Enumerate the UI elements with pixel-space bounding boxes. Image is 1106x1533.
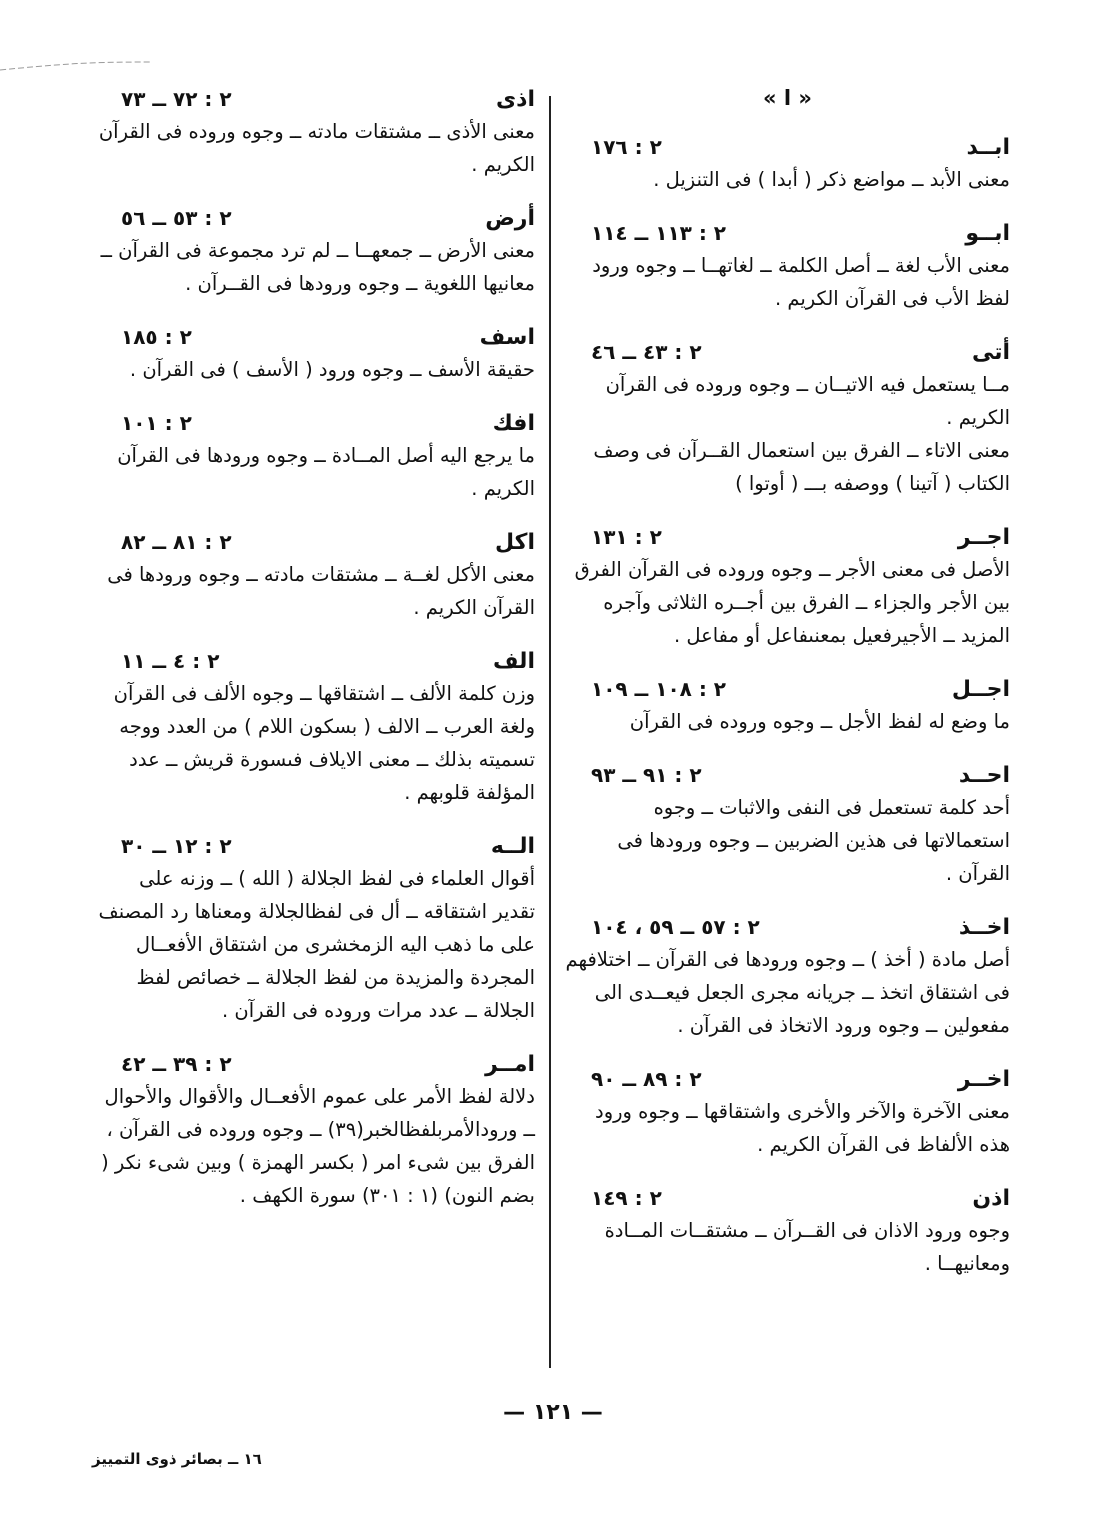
entry-header	[565, 132, 1010, 163]
index-entry	[95, 408, 535, 505]
entry-term: اخــر	[957, 1067, 1010, 1092]
index-entry	[565, 760, 1010, 890]
entry-text: أقوال العلماء فى لفظ الجلالة ( الله ) ــ وزنه على تقدير اشتقاقه ــ أل فى لفظالجلالة ومعناها رد المصنف على ما ذهب اليه الزمخشرى من اشتقاق الأفعــال المجردة والمزيدة من لفظ الجلالة ــ خصائص لفظ الجلالة ــ عدد مرات وروده فى القرآن .	[98, 867, 535, 1022]
entry-reference: ٢ : ١٠٨ ــ ١٠٩	[591, 677, 727, 701]
entry-text: معنى الأب لغة ــ أصل الكلمة ــ لغاتهــا ــ وجوه ورود لفظ الأب فى القرآن الكريم .	[592, 254, 1010, 310]
entry-text: معنى الأكل لغــة ــ مشتقات مادته ــ وجوه ورودها فى القرآن الكريم .	[107, 563, 535, 619]
index-entry	[565, 522, 1010, 652]
entry-description	[565, 705, 1010, 738]
entry-text: معنى الأذى ــ مشتقات مادته ــ وجوه وروده فى القرآن الكريم .	[98, 120, 535, 176]
entry-term: ابــد	[966, 135, 1010, 160]
entry-description	[95, 1080, 535, 1212]
entry-header	[565, 522, 1010, 553]
entry-term: اخــذ	[958, 915, 1010, 940]
entry-text: وزن كلمة الألف ــ اشتقاقها ــ وجوه الألف فى القرآن ولغة العرب ــ الالف ( بسكون اللام ) من العدد ووجه تسميته بذلك ــ معنى الايلاف فىسورة قريش ــ عدد المؤلفة قلوبهم .	[113, 682, 535, 804]
entry-text: الأصل فى معنى الأجر ــ وجوه وروده فى القرآن الفرق بين الأجر والجزاء ــ الفرق بين أجــره الثلاثى وآجره المزيد ــ الأجيرفعيل بمعنىفاعل أو مفاعل .	[574, 558, 1010, 647]
entry-header	[95, 831, 535, 862]
entry-text: أحد كلمة تستعمل فى النفى والاثبات ــ وجوه استعمالاتها فى هذين الضربين ــ وجوه ورودها فى القرآن .	[617, 796, 1010, 885]
entry-reference: ٢ : ١٧٦	[591, 135, 662, 159]
page-number: — ١٢١ —	[503, 1400, 603, 1425]
entry-reference: ٢ : ١١٣ ــ ١١٤	[591, 221, 727, 245]
entry-term: اجــر	[957, 525, 1010, 550]
index-entry	[95, 831, 535, 1027]
entry-text: ما وضع له لفظ الأجل ــ وجوه وروده فى القرآن	[629, 710, 1010, 733]
entry-description	[565, 943, 1010, 1042]
scan-artifact	[0, 58, 150, 74]
entry-text: معنى الأبد ــ مواضع ذكر ( أبدا ) فى التنزيل .	[653, 168, 1010, 191]
entry-description	[565, 791, 1010, 890]
entry-header	[95, 203, 535, 234]
left-entries	[95, 84, 535, 1212]
entry-reference: ٢ : ٤ ــ ١١	[121, 649, 220, 673]
entry-description	[95, 558, 535, 624]
entry-term: اجــل	[951, 677, 1010, 702]
entry-term: احــد	[958, 763, 1010, 788]
entry-description	[565, 1214, 1010, 1280]
entry-description	[95, 439, 535, 505]
entry-header	[565, 912, 1010, 943]
index-entry	[565, 218, 1010, 315]
entry-description	[565, 368, 1010, 500]
entry-text: وجوه ورود الاذان فى القــرآن ــ مشتقــات المــادة ومعانيهــا .	[604, 1219, 1010, 1275]
index-entry	[565, 1064, 1010, 1161]
entry-reference: ٢ : ٤٣ ــ ٤٦	[591, 340, 702, 364]
entry-header	[95, 84, 535, 115]
entry-text: معنى الأرض ــ جمعهــا ــ لم ترد مجموعة فى القرآن ــ معانيها اللغوية ــ وجوه ورودها فى القــرآن .	[100, 239, 535, 295]
entry-text: دلالة لفظ الأمر على عموم الأفعــال والأقوال والأحوال ــ ورودالأمربلفظالخبر(٣٩) ــ وجوه وروده فى القرآن ، الفرق بين شىء امر ( بكسر الهمزة ) وبين شىء نكر ( بضم النون) (١ : ٣٠١) سورة الكهف .	[101, 1085, 535, 1207]
entry-reference: ٢ : ٥٣ ــ ٥٦	[121, 206, 232, 230]
entry-reference: ٢ : ٨١ ــ ٨٢	[121, 530, 232, 554]
entry-term: أتى	[971, 340, 1010, 365]
entry-text: معنى الآخرة والآخر والأخرى واشتقاقها ــ وجوه ورود هذه الألفاظ فى القرآن الكريم .	[595, 1100, 1010, 1156]
entry-term: اكل	[495, 530, 535, 555]
entry-text: مــا يستعمل فيه الاتيــان ــ وجوه وروده فى القرآن الكريم .	[605, 373, 1010, 429]
entry-reference: ٢ : ١٣١	[591, 525, 662, 549]
entry-reference: ٢ : ١٨٥	[121, 325, 192, 349]
entry-header	[565, 337, 1010, 368]
entry-reference: ٢ : ٨٩ ــ ٩٠	[591, 1067, 702, 1091]
entry-description	[95, 234, 535, 300]
entry-description	[565, 1095, 1010, 1161]
entry-header	[565, 760, 1010, 791]
entry-term: اذى	[496, 87, 535, 112]
index-entry	[565, 912, 1010, 1042]
entry-header	[95, 646, 535, 677]
entry-reference: ٢ : ٧٢ ــ ٧٣	[121, 87, 232, 111]
entry-header	[95, 1049, 535, 1080]
entry-term: اسف	[479, 325, 535, 350]
entry-reference: ٢ : ٥٧ ــ ٥٩ ، ١٠٤	[591, 915, 760, 939]
index-entry	[565, 1183, 1010, 1280]
entry-description	[565, 553, 1010, 652]
right-entries	[565, 132, 1010, 1280]
entry-term: أرض	[485, 206, 535, 231]
entry-term: ابــو	[965, 221, 1010, 246]
entry-reference: ٢ : ١٢ ــ ٣٠	[121, 834, 232, 858]
entry-header	[565, 1183, 1010, 1214]
entry-description	[565, 163, 1010, 196]
entry-term: امــر	[485, 1052, 535, 1077]
entry-text: ما يرجع اليه أصل المــادة ــ وجوه ورودها فى القرآن الكريم .	[117, 444, 535, 500]
index-entry	[95, 1049, 535, 1212]
index-entry	[95, 203, 535, 300]
entry-description	[95, 353, 535, 386]
entry-reference: ٢ : ١٠١	[121, 411, 192, 435]
entry-term: اذن	[972, 1186, 1010, 1211]
entry-header	[95, 408, 535, 439]
entry-description	[95, 862, 535, 1027]
entry-reference: ٢ : ٣٩ ــ ٤٢	[121, 1052, 232, 1076]
entry-header	[565, 218, 1010, 249]
entry-term: الــه	[490, 834, 535, 859]
right-column	[565, 84, 1010, 1302]
index-entry	[95, 84, 535, 181]
entry-header	[565, 1064, 1010, 1095]
index-entry	[95, 322, 535, 386]
entry-term: الف	[492, 649, 535, 674]
entry-term: افك	[492, 411, 535, 436]
entry-description	[95, 115, 535, 181]
index-entry	[565, 132, 1010, 196]
entry-description	[95, 677, 535, 809]
entry-reference: ٢ : ١٤٩	[591, 1186, 662, 1210]
footer-note: ١٦ ــ بصائر ذوى التمييز	[92, 1450, 262, 1468]
entry-text: معنى الاتاء ــ الفرق بين استعمال القــرآن فى وصف الكتاب ( آتينا ) ووصفه بـــ ( أوتوا )	[593, 439, 1010, 495]
entry-text: حقيقة الأسف ــ وجوه ورود ( الأسف ) فى القرآن .	[129, 358, 535, 381]
entry-header	[95, 322, 535, 353]
column-divider	[549, 96, 551, 1368]
index-entry	[95, 527, 535, 624]
entry-header	[95, 527, 535, 558]
left-column	[95, 84, 535, 1234]
entry-description	[565, 249, 1010, 315]
index-entry	[565, 674, 1010, 738]
entry-text: أصل مادة ( أخذ ) ــ وجوه ورودها فى القرآن ــ اختلافهم فى اشتقاق اتخذ ــ جريانه مجرى الجعل فيعــدى الى مفعولين ــ وجوه ورود الاتخاذ فى القرآن .	[565, 948, 1010, 1037]
index-entry	[565, 337, 1010, 500]
entry-header	[565, 674, 1010, 705]
index-entry	[95, 646, 535, 809]
section-title: « ا »	[763, 86, 812, 110]
entry-reference: ٢ : ٩١ ــ ٩٣	[591, 763, 702, 787]
